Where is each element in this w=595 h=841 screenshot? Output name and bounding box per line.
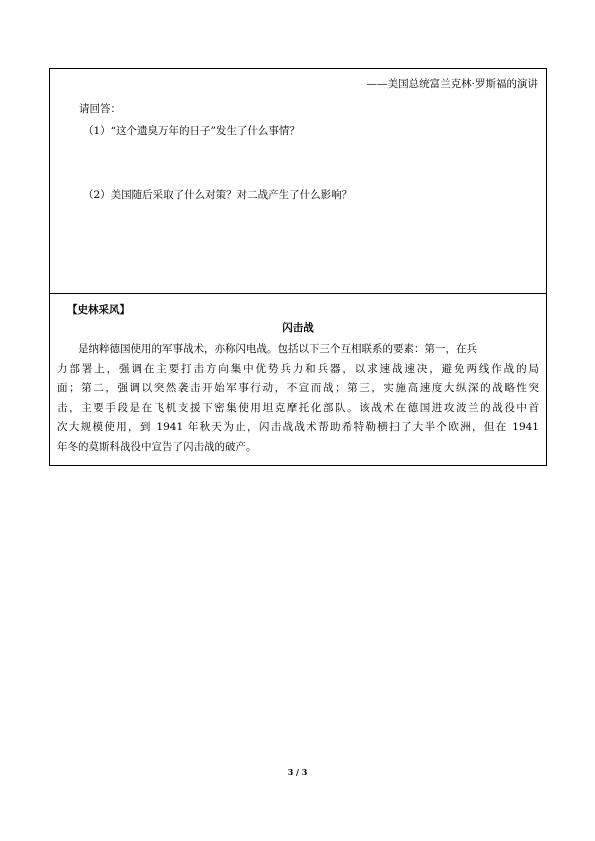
article-body [57, 340, 539, 458]
speech-attribution: ——美国总统富兰克林·罗斯福的演讲 [366, 78, 538, 90]
article-line: 力部署上，强调在主要打击方向集中优势兵力和兵器，以求速战速决，避免两线作战的局 [57, 362, 539, 375]
section-heading: 【史林采风】 [67, 304, 130, 316]
question-2: （2）美国随后采取了什么对策？对二战产生了什么影响？ [83, 189, 353, 201]
article-line: 击，主要手段是在飞机支援下密集使用坦克摩托化部队。该战术在德国进攻波兰的战役中首 [57, 401, 539, 414]
question-1: （1）“这个遗臭万年的日子”发生了什么事情？ [83, 125, 300, 137]
answer-prompt: 请回答： [79, 103, 121, 115]
question-box [49, 68, 547, 294]
article-line: 次大规模使用，到 1941 年秋天为止，闪击战战术帮助希特勒横扫了大半个欧洲，但在 1941 [57, 421, 539, 434]
article-line: 是纳粹德国使用的军事战术，亦称闪电战。包括以下三个互相联系的要素：第一，在兵 [78, 343, 477, 355]
article-title: 闪击战 [282, 322, 314, 334]
article-line: 年冬的莫斯科战役中宣告了闪击战的破产。 [57, 440, 257, 453]
article-line: 面；第二，强调以突然袭击开始军事行动，不宣而战；第三，实施高速度大纵深的战略性突 [57, 382, 539, 395]
history-section-box [49, 293, 547, 466]
page-number: 3 / 3 [287, 767, 308, 777]
